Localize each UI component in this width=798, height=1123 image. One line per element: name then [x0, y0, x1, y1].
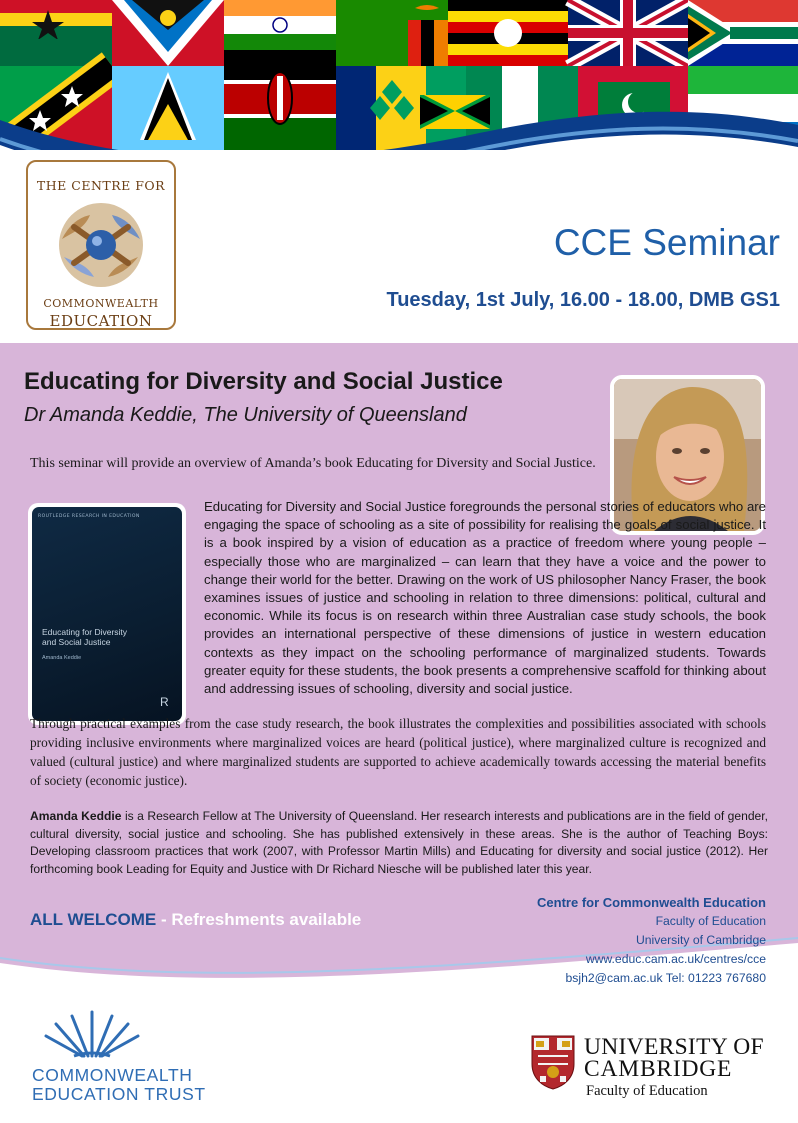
refreshments-label: - Refreshments available: [156, 910, 362, 929]
cambridge-line-2: CAMBRIDGE: [584, 1056, 733, 1082]
welcome-line: [30, 910, 361, 930]
seminar-details-panel: [0, 343, 798, 991]
cambridge-shield-icon: [530, 1034, 576, 1090]
bio-speaker-name: Amanda Keddie: [30, 809, 122, 823]
logo-line-3: EDUCATION: [49, 312, 153, 330]
commonwealth-education-trust-logo: [32, 1008, 222, 1103]
book-title-line-2: and Social Justice: [42, 637, 111, 647]
bio-text: is a Research Fellow at The University of Queensland. Her research interests and publications are in the field of gender, cultural diversity, social justice and schooling. She has published extensively in these areas. She is the author of Teaching Boys: Developing classroom practices that work (2007, with Professor Martin Mills) and Educating for diversity and social justice (2012). Her forthcoming book Leading for Equity and Justice with Dr Richard Niesche will be published later this year.: [30, 809, 768, 876]
contact-website-link[interactable]: www.educ.cam.ac.uk/centres/cce: [585, 952, 766, 966]
seminar-date-location: Tuesday, 1st July, 16.00 - 18.00, DMB GS1: [386, 289, 780, 311]
contact-faculty: Faculty of Education: [655, 914, 766, 928]
book-cover: [28, 503, 186, 725]
contact-org-name: Centre for Commonwealth Education: [537, 895, 766, 910]
banner-wave-decoration: [0, 95, 798, 150]
book-description-text: Educating for Diversity and Social Justice foregrounds the personal stories of educators who are engaging the space of schooling as a site of possibility for realising the goals of social justice. It is a book inspired by a vision of education as a practice of freedom where young people – especially those who are marginalized – can learn that they have a voice and the power to change their world for the better. Drawing on the work of US philosopher Nancy Fraser, the book examines issues of justice and schooling in relation to three dimensions: political, cultural and economic. While its focus is on research within three Australian case study schools, the book provides an international perspective of these dimensions of justice in western education contexts as they impact on the schooling performance of marginalized students. Towards greater equity for these students, the book presents a comprehensive scaffold for thinking about and addressing issues of schooling, diversity and social justice.: [204, 499, 766, 697]
book-description-continued: Through practical examples from the case study research, the book illustrates the complexities and possibilities associated with schools providing inclusive environments where marginalized voices are heard (political justice), where marginalized culture is recognized and valued (cultural justice) and where marginalized students are supported to achieve academically towards accessing the material benefits of society (economic justice).: [30, 716, 766, 788]
book-cover-author: Amanda Keddie: [42, 655, 82, 661]
cambridge-faculty: Faculty of Education: [586, 1083, 708, 1099]
book-series-label: ROUTLEDGE RESEARCH IN EDUCATION: [38, 514, 140, 519]
book-cover-title: [42, 627, 127, 647]
all-welcome-label: ALL WELCOME: [30, 910, 157, 929]
publisher-logo: R: [160, 695, 169, 709]
contact-email-phone[interactable]: bsjh2@cam.ac.uk Tel: 01223 767680: [565, 971, 766, 985]
flag-banner: [0, 0, 798, 150]
book-cover-artwork: [32, 507, 182, 721]
contact-block: [537, 893, 766, 988]
book-rays-icon: [32, 1008, 152, 1064]
talk-title: Educating for Diversity and Social Justice: [24, 368, 503, 395]
university-of-cambridge-logo: [530, 1034, 770, 1104]
cce-logo: [26, 160, 176, 330]
logo-line-1: THE CENTRE FOR: [36, 178, 166, 193]
seminar-title: CCE Seminar: [553, 222, 780, 263]
seminar-intro-text: This seminar will provide an overview of Amanda’s book Educating for Diversity and Social Justice.: [30, 456, 596, 471]
speaker-bio: [30, 808, 768, 878]
logo-line-2: COMMONWEALTH: [43, 297, 159, 310]
hands-globe-icon: [48, 199, 154, 291]
book-title-line-1: Educating for Diversity: [42, 627, 128, 637]
cet-line-1: COMMONWEALTH: [32, 1065, 193, 1085]
cambridge-line-1: UNIVERSITY OF: [584, 1034, 764, 1060]
talk-speaker: Dr Amanda Keddie, The University of Queensland: [24, 404, 467, 426]
cet-line-2: EDUCATION TRUST: [32, 1084, 206, 1104]
contact-university: University of Cambridge: [635, 933, 766, 947]
